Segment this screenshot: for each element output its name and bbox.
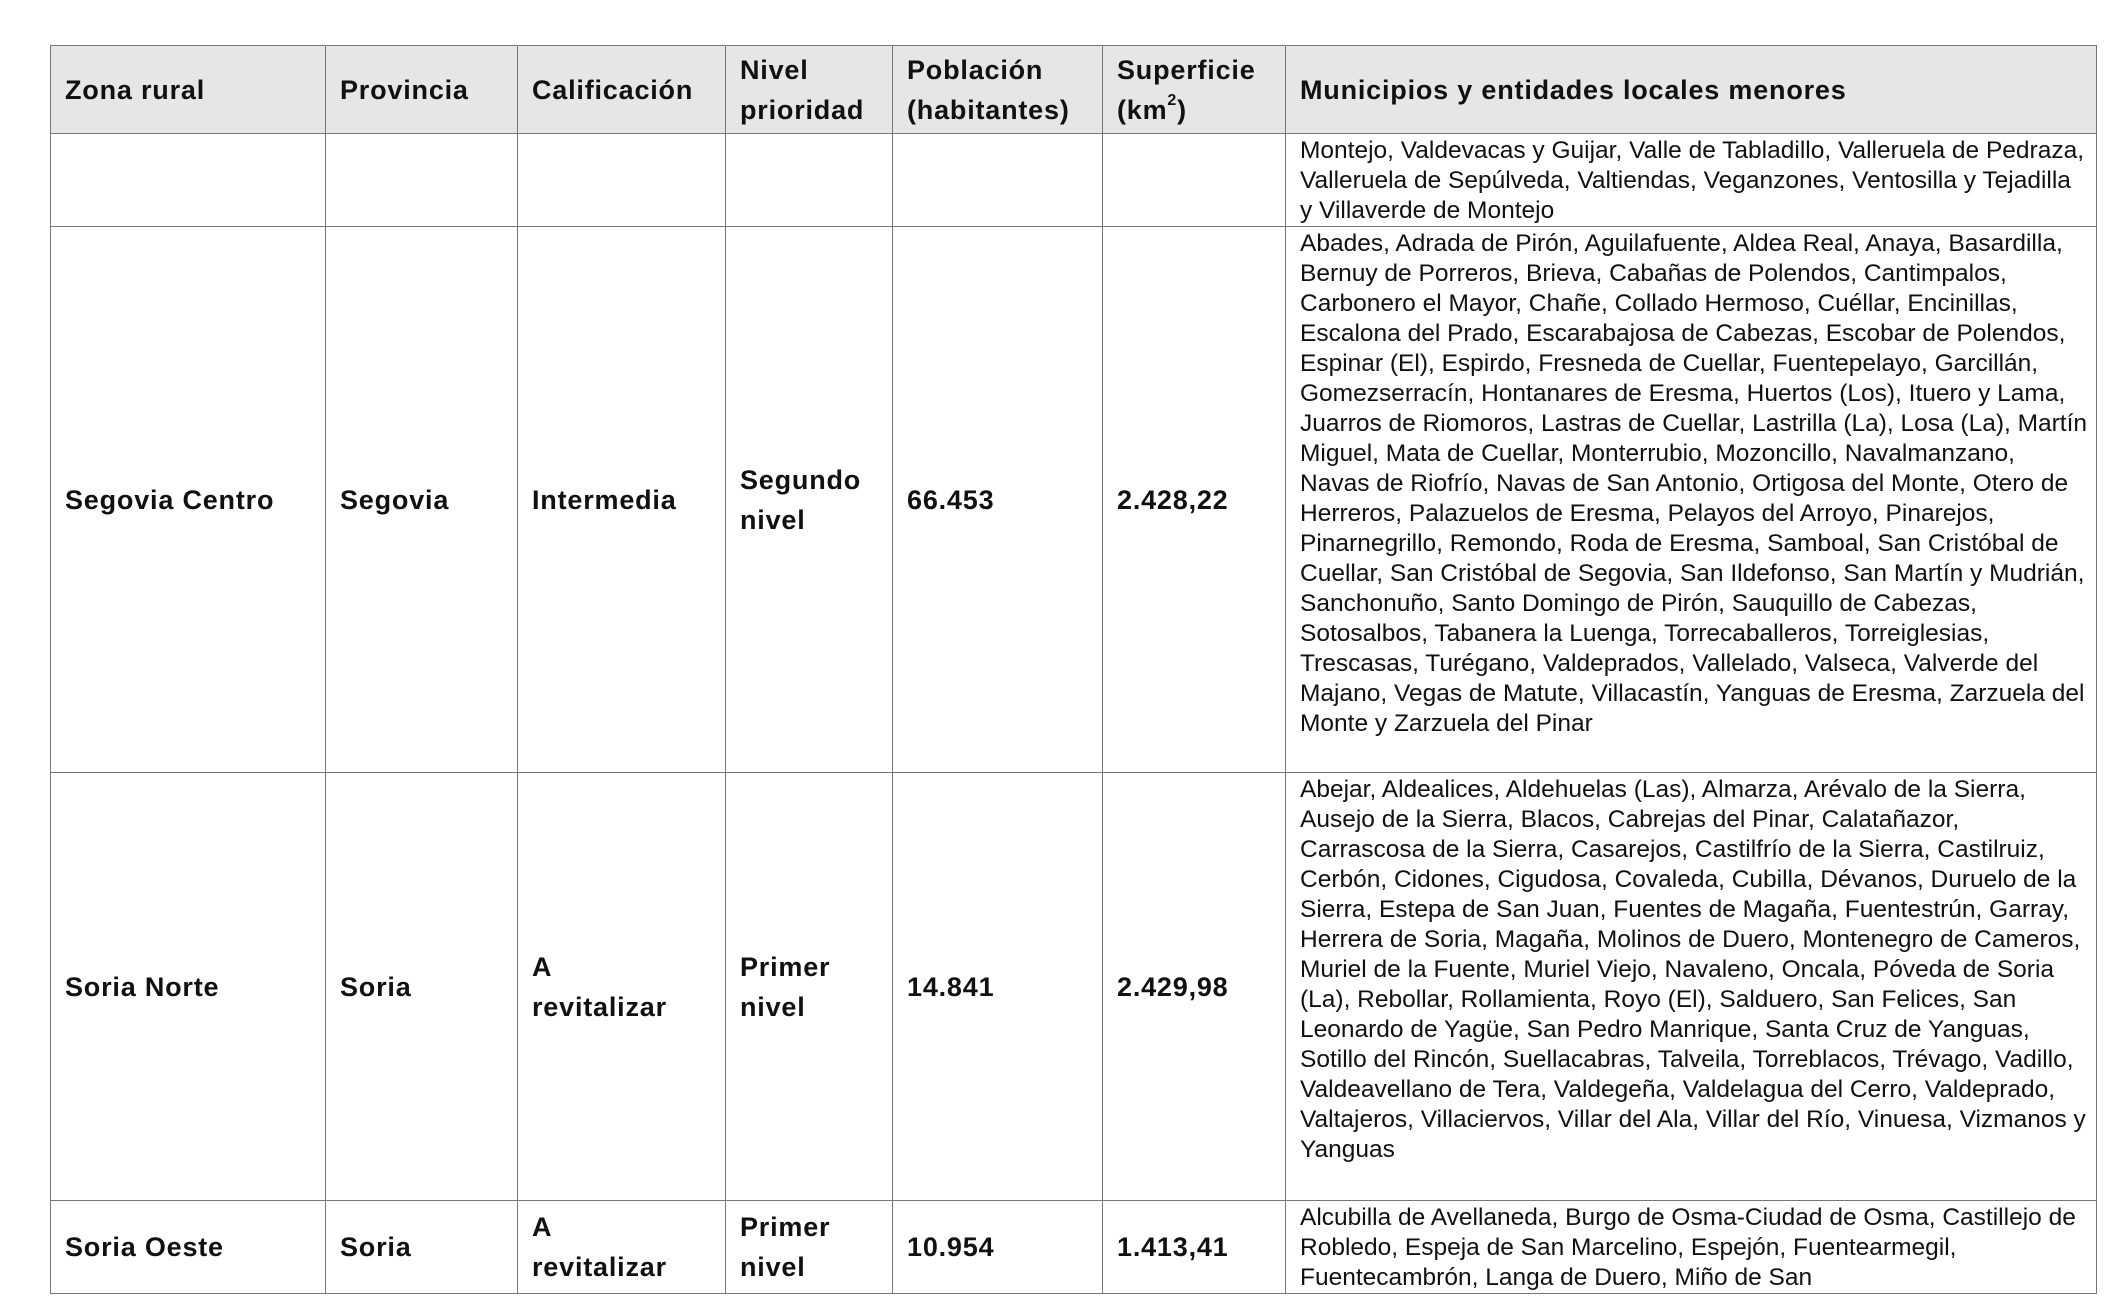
cell-provincia [326, 134, 518, 227]
cell-calificacion [518, 1201, 726, 1294]
cell-nivel-line2: nivel [740, 1252, 806, 1282]
cell-provincia: Soria [326, 773, 518, 1201]
cell-superficie: 1.413,41 [1103, 1201, 1286, 1294]
cell-poblacion [893, 134, 1103, 227]
header-superficie-line1: Superficie [1117, 54, 1256, 85]
header-municipios: Municipios y entidades locales menores [1286, 46, 2097, 134]
cell-zona [51, 134, 326, 227]
cell-provincia: Segovia [326, 227, 518, 773]
cell-calificacion: Intermedia [518, 227, 726, 773]
cell-zona: Soria Oeste [51, 1201, 326, 1294]
rural-zones-table [50, 45, 2097, 1294]
cell-zona: Segovia Centro [51, 227, 326, 773]
cell-municipios [1286, 1201, 2097, 1294]
cell-municipios: Abades, Adrada de Pirón, Aguilafuente, Aldea Real, Anaya, Basardilla, Bernuy de Porreros, Brieva, Cabañas de Polendos, Cantimpalos, Carbonero el Mayor, Chañe, Collado Hermoso, Cuéllar, Encinillas, Escalona del Prado, Escarabajosa de Cabezas, Escobar de Polendos, Espinar (El), Espirdo, Fresneda de Cuellar, Fuentepelayo, Garcillán, Gomezserracín, Hontanares de Eresma, Huertos (Los), Ituero y Lama, Juarros de Riomoros, Lastras de Cuellar, Lastrilla (La), Losa (La), Martín Miguel, Mata de Cuellar, Monterrubio, Mozoncillo, Navalmanzano, Navas de Riofrío, Navas de San Antonio, Ortigosa del Monte, Otero de Herreros, Palazuelos de Eresma, Pelayos del Arroyo, Pinarejos, Pinarnegrillo, Remondo, Roda de Eresma, Samboal, San Cristóbal de Cuellar, San Cristóbal de Segovia, San Ildefonso, San Martín y Mudrián, Sanchonuño, Santo Domingo de Pirón, Sauquillo de Cabezas, Sotosalbos, Tabanera la Luenga, Torrecaballeros, Torreiglesias, Trescasas, Turégano, Valdeprados, Vallelado, Valseca, Valverde del Majano, Vegas de Matute, Villacastín, Yanguas de Eresma, Zarzuela del Monte y Zarzuela del Pinar [1286, 227, 2097, 773]
cell-superficie [1103, 134, 1286, 227]
cell-superficie: 2.428,22 [1103, 227, 1286, 773]
header-superficie [1103, 46, 1286, 134]
cell-superficie: 2.429,98 [1103, 773, 1286, 1201]
header-calificacion: Calificación [518, 46, 726, 134]
cell-provincia: Soria [326, 1201, 518, 1294]
table-row-soria-oeste [51, 1201, 2097, 1294]
header-poblacion-line1: Población [907, 54, 1044, 85]
header-zona-rural: Zona rural [51, 46, 326, 134]
cell-nivel-line2: nivel [740, 991, 806, 1022]
header-provincia: Provincia [326, 46, 518, 134]
cell-calificacion-line1: A [532, 1212, 553, 1242]
table-row-soria-norte [51, 773, 2097, 1201]
cell-zona: Soria Norte [51, 773, 326, 1201]
cell-nivel [726, 773, 893, 1201]
table-row-segovia-centro [51, 227, 2097, 773]
cell-calificacion-line1: A [532, 951, 553, 982]
header-row [51, 46, 2097, 134]
cell-nivel [726, 134, 893, 227]
cell-municipios: Montejo, Valdevacas y Guijar, Valle de Tabladillo, Valleruela de Pedraza, Valleruela de Sepúlveda, Valtiendas, Veganzones, Ventosilla y Tejadilla y Villaverde de Montejo [1286, 134, 2097, 227]
cell-poblacion: 14.841 [893, 773, 1103, 1201]
header-nivel-line1: Nivel [740, 54, 809, 85]
header-poblacion-line2: (habitantes) [907, 94, 1070, 125]
cell-nivel [726, 1201, 893, 1294]
cell-calificacion [518, 134, 726, 227]
cell-calificacion [518, 773, 726, 1201]
cell-calificacion-line2: revitalizar [532, 1252, 667, 1282]
cell-municipios-text: Alcubilla de Avellaneda, Burgo de Osma-Ciudad de Osma, Castillejo de Robledo, Espeja de San Marcelino, Espejón, Fuentearmegil, Fuentecambrón, Langa de Duero, Miño de San [1300, 1204, 2076, 1291]
header-superficie-close: ) [1177, 94, 1187, 125]
header-nivel-line2: prioridad [740, 94, 865, 125]
cell-poblacion: 66.453 [893, 227, 1103, 773]
cell-nivel [726, 227, 893, 773]
cell-nivel-line2: nivel [740, 504, 806, 535]
cell-calificacion-line2: revitalizar [532, 991, 667, 1022]
header-superficie-exponent: 2 [1167, 91, 1178, 109]
cell-poblacion: 10.954 [893, 1201, 1103, 1294]
header-superficie-line2 [1117, 90, 1271, 130]
cell-nivel-line1: Primer [740, 951, 831, 982]
cell-nivel-line1: Primer [740, 1212, 831, 1242]
header-superficie-unit: (km [1117, 94, 1168, 125]
table-row-continuation [51, 134, 2097, 227]
header-poblacion [893, 46, 1103, 134]
header-nivel-prioridad [726, 46, 893, 134]
cell-municipios: Abejar, Aldealices, Aldehuelas (Las), Almarza, Arévalo de la Sierra, Ausejo de la Sierra, Blacos, Cabrejas del Pinar, Calatañazor, Carrascosa de la Sierra, Casarejos, Castilfrío de la Sierra, Castilruiz, Cerbón, Cidones, Cigudosa, Covaleda, Cubilla, Dévanos, Duruelo de la Sierra, Estepa de San Juan, Fuentes de Magaña, Fuentestrún, Garray, Herrera de Soria, Magaña, Molinos de Duero, Montenegro de Cameros, Muriel de la Fuente, Muriel Viejo, Navaleno, Oncala, Póveda de Soria (La), Rebollar, Rollamienta, Royo (El), Salduero, San Felices, San Leonardo de Yagüe, San Pedro Manrique, Santa Cruz de Yanguas, Sotillo del Rincón, Suellacabras, Talveila, Torreblacos, Trévago, Vadillo, Valdeavellano de Tera, Valdegeña, Valdelagua del Cerro, Valdeprado, Valtajeros, Villaciervos, Villar del Ala, Villar del Río, Vinuesa, Vizmanos y Yanguas [1286, 773, 2097, 1201]
cell-nivel-line1: Segundo [740, 464, 862, 495]
